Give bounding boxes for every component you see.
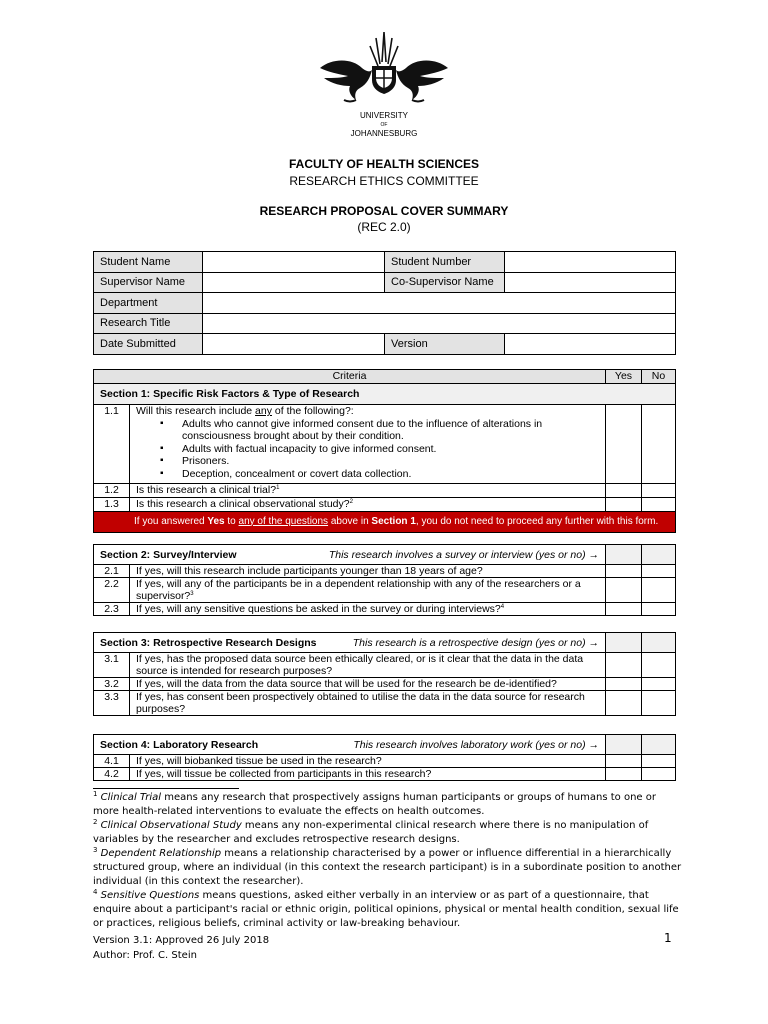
no-header: No <box>642 370 676 384</box>
section3-no-cell[interactable] <box>642 633 676 653</box>
q2-2-text: If yes, will any of the participants be in a dependent relationship with any of the researchers or a supervisor?$^3$ <box>130 578 606 603</box>
form-code: (REC 2.0) <box>357 220 411 234</box>
q3-2-text: If yes, will the data from the data source that will be used for the research be de-identified? <box>130 678 606 691</box>
q1-2-no-cell[interactable] <box>642 484 676 498</box>
research-title-field[interactable] <box>203 313 676 334</box>
research-title-label: Research Title <box>94 313 203 334</box>
q4-2-text: If yes, will tissue be collected from participants in this research? <box>130 768 606 781</box>
section4-table <box>93 734 676 781</box>
section2-title: Section 2: Survey/Interview <box>100 548 237 561</box>
q1-3-yes-cell[interactable] <box>606 498 642 512</box>
footer-author: Author: Prof. C. Stein <box>93 950 197 961</box>
q3-3-text: If yes, has consent been prospectively obtained to utilise the data in the data source for research purposes? <box>130 691 606 716</box>
q1-1-text: Will this research include any of the following?: ▪ Adults who cannot give informed consent due to the influence of alterations in consciousness brought about by their condition. ▪ Adults with factual incapacity to give informed consent. ▪ Prisoners. ▪ Deception, concealment or covert data collection. <box>130 405 606 484</box>
section3-yes-cell[interactable] <box>606 633 642 653</box>
q1-2-number: 1.2 <box>94 484 130 498</box>
q2-2-yes-cell[interactable] <box>606 578 642 603</box>
section3-table <box>93 632 676 716</box>
q1-1-bullet-list <box>136 418 599 481</box>
footnote-separator <box>93 788 239 789</box>
section1-stop-alert: If you answered Yes to any of the questions above in Section 1, you do not need to proceed any further with this form. <box>94 512 676 533</box>
department-field[interactable] <box>203 293 676 314</box>
criteria-header: Criteria <box>94 370 606 384</box>
q2-2-number: 2.2 <box>94 578 130 603</box>
section4-yes-cell[interactable] <box>606 735 642 755</box>
q4-2-number: 4.2 <box>94 768 130 781</box>
q4-1-text: If yes, will biobanked tissue be used in the research? <box>130 755 606 768</box>
department-label: Department <box>94 293 203 314</box>
q2-3-number: 2.3 <box>94 603 130 616</box>
logo-text-university: UNIVERSITY <box>359 111 409 120</box>
section2-yes-cell[interactable] <box>606 545 642 565</box>
student-number-field[interactable] <box>505 252 676 273</box>
co-supervisor-name-label: Co-Supervisor Name <box>385 272 505 293</box>
q2-1-number: 2.1 <box>94 565 130 578</box>
faculty-title: FACULTY OF HEALTH SCIENCES <box>288 157 479 171</box>
arrow-right-icon: → <box>588 636 600 649</box>
student-name-label: Student Name <box>94 252 203 273</box>
q1-1-bullet: ▪ Adults with factual incapacity to give informed consent. <box>182 443 599 456</box>
q4-1-no-cell[interactable] <box>642 755 676 768</box>
q1-3-number: 1.3 <box>94 498 130 512</box>
q3-2-number: 3.2 <box>94 678 130 691</box>
q1-3-no-cell[interactable] <box>642 498 676 512</box>
page-footer <box>93 933 269 963</box>
q1-2-yes-cell[interactable] <box>606 484 642 498</box>
section3-title: Section 3: Retrospective Research Designs <box>100 636 317 649</box>
q3-1-no-cell[interactable] <box>642 653 676 678</box>
section4-title: Section 4: Laboratory Research <box>100 738 259 751</box>
university-logo <box>312 28 456 144</box>
logo-text-of: OF <box>380 122 388 128</box>
section3-note: This research is a retrospective design (yes or no) → <box>352 636 600 649</box>
q3-2-no-cell[interactable] <box>642 678 676 691</box>
q1-2-text: Is this research a clinical trial?$^1$ <box>130 484 606 498</box>
q3-3-yes-cell[interactable] <box>606 691 642 716</box>
co-supervisor-name-field[interactable] <box>505 272 676 293</box>
section4-no-cell[interactable] <box>642 735 676 755</box>
section2-no-cell[interactable] <box>642 545 676 565</box>
footnote: $^3$ Dependent Relationship means a relationship characterised by a power or influence differential in a hierarchically structured group, where an individual (in this context the research participant) is in a subordinate position to another individual (in this context the researcher). <box>93 846 682 887</box>
q2-1-yes-cell[interactable] <box>606 565 642 578</box>
q2-1-no-cell[interactable] <box>642 565 676 578</box>
section2-note: This research involves a survey or interview (yes or no) → <box>328 548 599 561</box>
footnotes <box>93 791 683 931</box>
committee-title: RESEARCH ETHICS COMMITTEE <box>289 174 479 188</box>
q3-1-number: 3.1 <box>94 653 130 678</box>
section1-table <box>93 369 676 533</box>
version-label: Version <box>385 334 505 355</box>
q2-3-yes-cell[interactable] <box>606 603 642 616</box>
q4-1-yes-cell[interactable] <box>606 755 642 768</box>
q3-3-number: 3.3 <box>94 691 130 716</box>
date-submitted-field[interactable] <box>203 334 385 355</box>
student-number-label: Student Number <box>385 252 505 273</box>
section1-title: Section 1: Specific Risk Factors & Type of Research <box>94 384 676 405</box>
footer-version: Version 3.1: Approved 26 July 2018 <box>93 935 270 946</box>
q4-2-yes-cell[interactable] <box>606 768 642 781</box>
section4-header <box>94 735 606 755</box>
page-number: 1 <box>664 931 672 945</box>
birds-crest-icon <box>312 28 456 144</box>
q3-1-yes-cell[interactable] <box>606 653 642 678</box>
q2-2-no-cell[interactable] <box>642 578 676 603</box>
q3-2-yes-cell[interactable] <box>606 678 642 691</box>
student-name-field[interactable] <box>203 252 385 273</box>
footnote: $^4$ Sensitive Questions means questions, asked either verbally in an interview or as part of a questionnaire, that enquire about a participant's racial or ethnic origin, political opinions, physical or mental health condition, sexual life or practices, religious beliefs, criminal activity or law-breaking behaviour. <box>93 888 679 929</box>
yes-header: Yes <box>606 370 642 384</box>
q1-3-text: Is this research a clinical observational study?$^2$ <box>130 498 606 512</box>
version-field[interactable] <box>505 334 676 355</box>
section2-header <box>94 545 606 565</box>
q4-1-number: 4.1 <box>94 755 130 768</box>
q3-1-text: If yes, has the proposed data source been ethically cleared, or is it clear that the data in the data source is intended for research purposes? <box>130 653 606 678</box>
arrow-right-icon: → <box>588 738 600 751</box>
section3-header <box>94 633 606 653</box>
section4-note: This research involves laboratory work (yes or no) → <box>353 738 600 751</box>
supervisor-name-label: Supervisor Name <box>94 272 203 293</box>
applicant-info-table <box>93 251 676 355</box>
logo-text-johannesburg: JOHANNESBURG <box>350 129 418 138</box>
q2-3-text: If yes, will any sensitive questions be asked in the survey or during interviews?$^4$ <box>130 603 606 616</box>
q1-1-number: 1.1 <box>94 405 130 484</box>
footnote: $^2$ Clinical Observational Study means any non-experimental clinical research where there is no manipulation of variables by the researcher and excludes retrospective research designs. <box>93 818 649 845</box>
q1-1-bullet: ▪ Adults who cannot give informed consent due to the influence of alterations in consciousness brought about by their condition. <box>182 418 599 443</box>
q2-3-no-cell[interactable] <box>642 603 676 616</box>
supervisor-name-field[interactable] <box>203 272 385 293</box>
q1-1-yes-cell[interactable] <box>606 405 642 484</box>
q1-1-bullet: ▪ Deception, concealment or covert data collection. <box>182 468 599 481</box>
q4-2-no-cell[interactable] <box>642 768 676 781</box>
q2-1-text: If yes, will this research include participants younger than 18 years of age? <box>130 565 606 578</box>
date-submitted-label: Date Submitted <box>94 334 203 355</box>
q1-1-bullet: ▪ Prisoners. <box>182 455 599 468</box>
arrow-right-icon: → <box>588 548 599 561</box>
footnote: $^1$ Clinical Trial means any research that prospectively assigns human participants or groups of humans to one or more health-related interventions to evaluate the effects on health outcomes. <box>93 790 656 817</box>
form-title: RESEARCH PROPOSAL COVER SUMMARY <box>259 204 509 218</box>
q3-3-no-cell[interactable] <box>642 691 676 716</box>
q1-1-no-cell[interactable] <box>642 405 676 484</box>
section2-table <box>93 544 676 616</box>
